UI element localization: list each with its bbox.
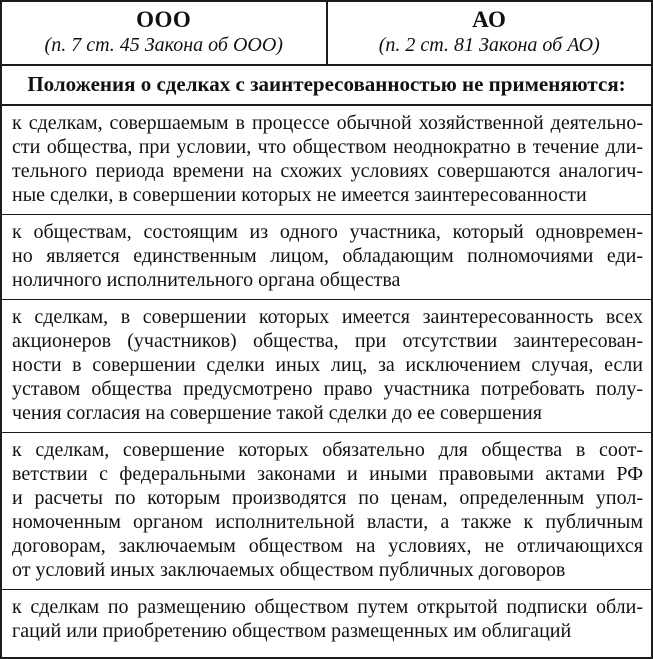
header-subtitle-ao-law-ref: (п. 2 ст. 81 Закона об АО) <box>378 34 600 56</box>
header-title-ao: АО <box>472 7 507 32</box>
text-line: ноличного исполнительного органа общества <box>12 269 401 291</box>
table-header-row <box>2 2 651 66</box>
header-subtitle-ooo-law-ref: (п. 7 ст. 45 Закона об ООО) <box>44 34 283 56</box>
text-line: и расчеты по которым производятся по ценам, определенным упол- <box>12 487 643 509</box>
header-title-ooo: ООО <box>136 7 192 32</box>
text-line: уставом общества предусмотрено право участника потребовать полу- <box>12 378 643 400</box>
text-line: к обществам, состоящим из одного участника, который одновремен- <box>12 221 643 243</box>
header-cell-ooo <box>2 2 328 64</box>
text-line: от условий иных заключаемых обществом публичных договоров <box>12 559 566 581</box>
text-line: чения согласия на совершение такой сделки до ее совершения <box>12 402 542 424</box>
header-cell-ao <box>328 2 652 64</box>
text-line: но является единственным лицом, обладающим полномочиями еди- <box>12 245 643 267</box>
text-line: ности в совершении сделки иных лиц, за исключением случая, если <box>12 354 643 376</box>
rule-row-mandatory-transactions <box>2 433 651 590</box>
text-line: тельного периода времени на схожих условиях совершаются аналогич- <box>12 160 643 182</box>
text-line: ные сделки, в совершении которых не имеется заинтересованности <box>12 184 587 206</box>
text-line: к сделкам, совершение которых обязательно для общества в соот- <box>12 439 643 461</box>
rule-row-all-shareholders-interested <box>2 300 651 433</box>
text-line: номоченным органом исполнительной власти, а также к публичным <box>12 511 643 533</box>
rule-row-ordinary-business <box>2 106 651 215</box>
text-line: акционеров (участников) общества, при отсутствии заинтересован- <box>12 330 643 352</box>
rule-row-bond-placement <box>2 590 651 657</box>
section-title: Положения о сделках с заинтересованностью не применяются: <box>2 66 651 106</box>
text-line: гаций или приобретению обществом размещенных им облигаций <box>12 620 572 642</box>
text-line: договорам, заключаемым обществом на условиях, не отличающихся <box>12 535 643 557</box>
text-line: к сделкам, совершаемым в процессе обычной хозяйственной деятельно- <box>12 112 643 134</box>
text-line: к сделкам по размещению обществом путем открытой подписки обли- <box>12 596 643 618</box>
text-line: к сделкам, в совершении которых имеется заинтересованность всех <box>12 306 643 328</box>
text-line: сти общества, при условии, что обществом неоднократно в течение дли- <box>12 136 643 158</box>
text-line: ветствии с федеральными законами и иными правовыми актами РФ <box>12 463 643 485</box>
rule-row-single-participant <box>2 215 651 300</box>
